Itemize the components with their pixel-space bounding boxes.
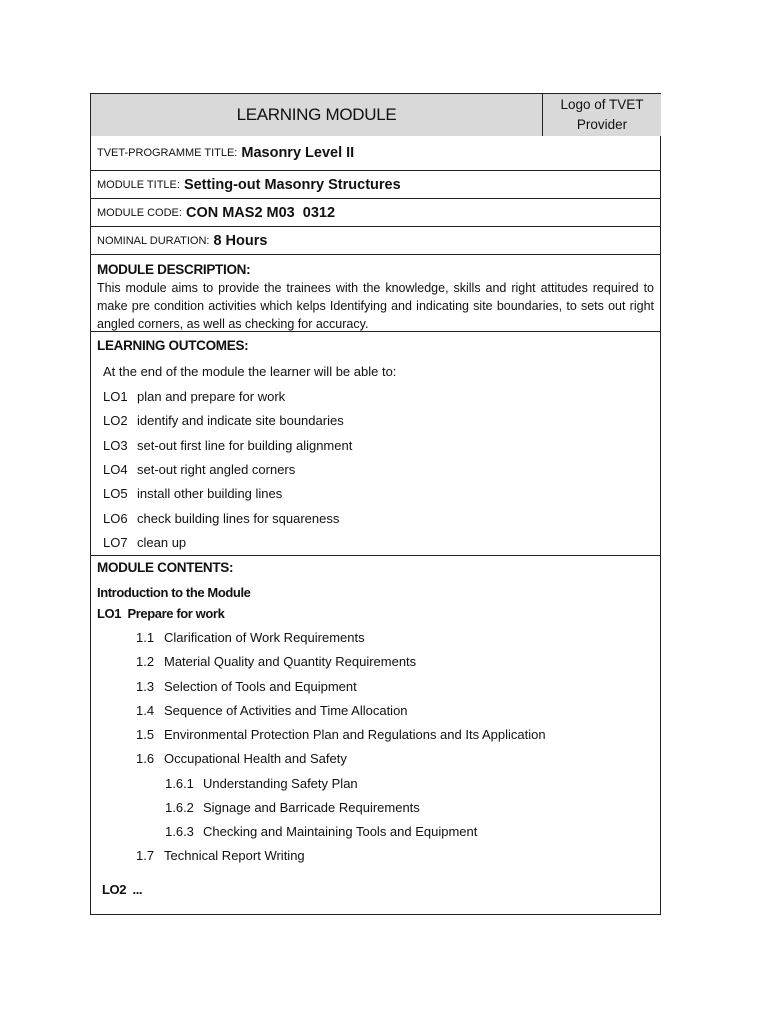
contents-item: 1.3 Selection of Tools and Equipment [136,679,357,694]
learning-outcome-item: LO2 identify and indicate site boundaries [103,413,344,428]
module-description-text: This module aims to provide the trainees with the knowledge, skills and right attitudes required to make pre condition activities which kelps Identifying and indicating site boundaries, to sets out right angled corners, as well as checking for accuracy. [97,281,654,331]
learning-outcomes-heading: LEARNING OUTCOMES: [97,338,249,353]
module-code-value: CON MAS2 M03 0312 [185,204,336,221]
contents-item: 1.5 Environmental Protection Plan and Regulations and Its Application [136,727,546,742]
nominal-duration-value: 8 Hours [213,232,268,249]
header-row [91,94,660,136]
learning-outcome-item: LO4 set-out right angled corners [103,462,296,477]
programme-title-label: TVET-PROGRAMME TITLE: [97,147,238,159]
contents-lo1-heading: LO1 Prepare for work [97,606,225,621]
contents-item: 1.7 Technical Report Writing [136,848,305,863]
nominal-duration-label: NOMINAL DURATION: [97,234,210,247]
module-code-row [91,199,660,227]
learning-outcome-item: LO3 set-out first line for building alignment [103,438,353,453]
programme-title-row [91,136,660,171]
contents-lo2-heading: LO2 ... [102,882,143,897]
contents-item: 1.2 Material Quality and Quantity Requirements [136,654,417,669]
learning-outcome-item: LO7 clean up [103,535,187,550]
learning-outcome-item: LO1 plan and prepare for work [103,389,286,404]
module-contents-heading: MODULE CONTENTS: [97,560,234,575]
contents-item: 1.6 Occupational Health and Safety [136,751,347,766]
module-title-value: Setting-out Masonry Structures [183,176,401,193]
module-description-heading: MODULE DESCRIPTION: [97,262,251,277]
module-contents-section [91,556,660,914]
module-description-section [91,255,660,332]
contents-subitem: 1.6.1 Understanding Safety Plan [165,776,358,791]
programme-title-value: Masonry Level II [241,145,355,161]
contents-item: 1.1 Clarification of Work Requirements [136,630,365,645]
contents-subitem: 1.6.3 Checking and Maintaining Tools and Equipment [165,824,478,839]
nominal-duration-row [91,227,660,255]
learning-outcome-item: LO6 check building lines for squareness [103,511,340,526]
logo-placeholder: Logo of TVET Provider [543,94,661,136]
module-title-label: MODULE TITLE: [97,178,180,191]
learning-outcome-item: LO5 install other building lines [103,486,283,501]
learning-outcomes-section [91,332,660,556]
contents-subitem: 1.6.2 Signage and Barricade Requirements [165,800,420,815]
contents-intro: Introduction to the Module [97,585,251,600]
module-heading: LEARNING MODULE [91,94,543,136]
learning-module-table [90,93,661,915]
contents-item: 1.4 Sequence of Activities and Time Allocation [136,703,408,718]
module-title-row [91,171,660,199]
learning-outcomes-intro: At the end of the module the learner will be able to: [103,364,397,379]
module-code-label: MODULE CODE: [97,206,182,219]
